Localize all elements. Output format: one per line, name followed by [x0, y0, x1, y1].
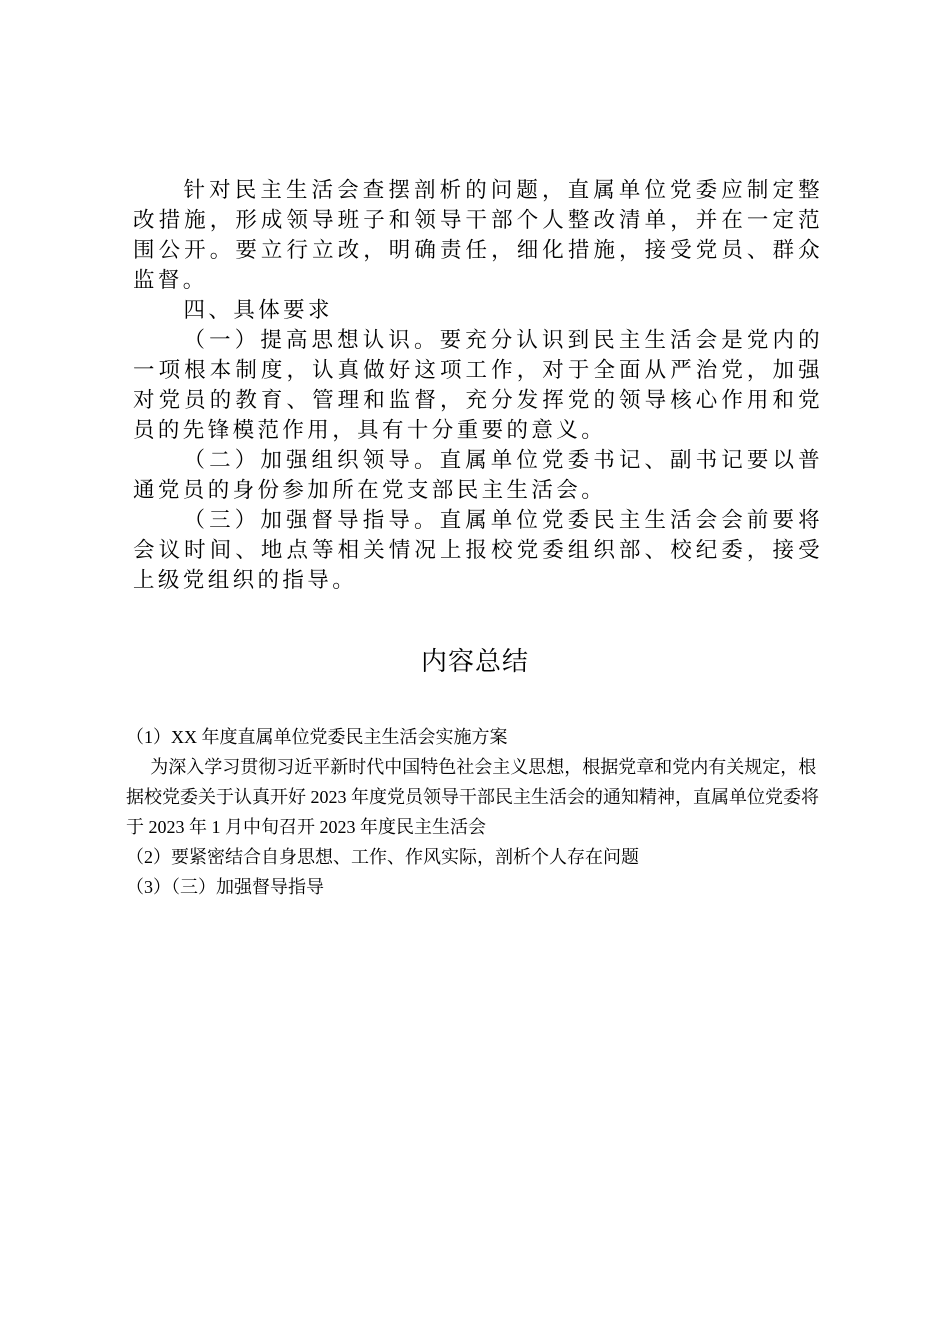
requirement-paragraph-2: （二）加强组织领导。直属单位党委书记、副书记要以普通党员的身份参加所在党支部民主生活会。: [133, 448, 823, 503]
summary-item-1-heading: （1）XX 年度直属单位党委民主生活会实施方案: [126, 727, 508, 747]
rectification-paragraph: 针对民主生活会查摆剖析的问题，直属单位党委应制定整改措施，形成领导班子和领导干部个人整改清单，并在一定范围公开。要立行立改，明确责任，细化措施，接受党员、群众监督。: [133, 178, 823, 293]
section-heading-requirements: 四、具体要求: [183, 298, 333, 323]
summary-item-1-body: 为深入学习贯彻习近平新时代中国特色社会主义思想，根据党章和党内有关规定，根据校党委关于认真开好 2023 年度党员领导干部民主生活会的通知精神，直属单位党委将于 2023 年 1 月中旬召开 2023 年度民主生活会: [126, 757, 819, 837]
requirement-paragraph-1: （一）提高思想认识。要充分认识到民主生活会是党内的一项根本制度，认真做好这项工作，对于全面从严治党，加强对党员的教育、管理和监督，充分发挥党的领导核心作用和党员的先锋模范作用，具有十分重要的意义。: [133, 328, 823, 443]
summary-item-3: （3）（三）加强督导指导: [126, 877, 324, 897]
summary-section: [126, 722, 830, 902]
requirement-paragraph-3: （三）加强督导指导。直属单位党委民主生活会会前要将会议时间、地点等相关情况上报校党委组织部、校纪委，接受上级党组织的指导。: [133, 508, 823, 593]
summary-item-2: （2）要紧密结合自身思想、工作、作风实际，剖析个人存在问题: [126, 847, 639, 867]
summary-title: 内容总结: [420, 647, 529, 677]
document-body: [133, 176, 823, 596]
